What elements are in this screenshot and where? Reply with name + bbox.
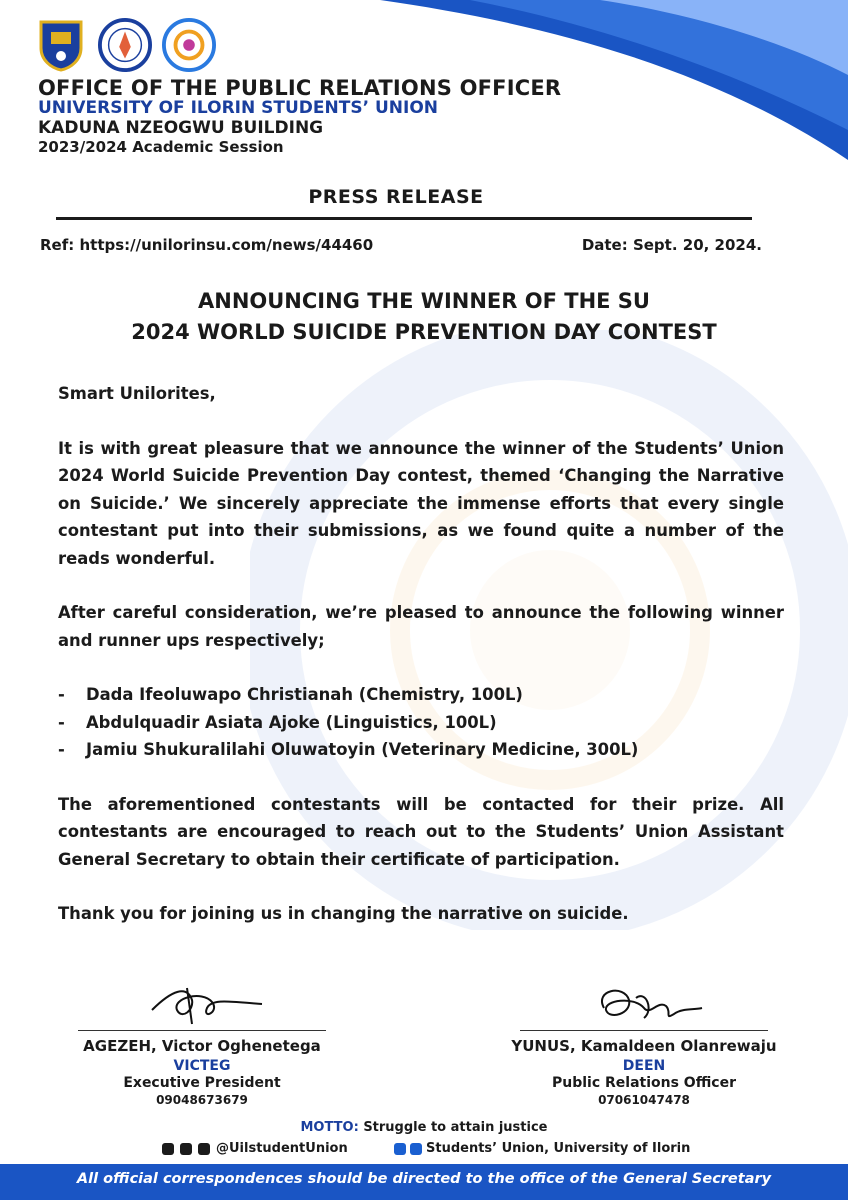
letter-body bbox=[58, 380, 784, 955]
winner-name: Dada Ifeoluwapo Christianah (Chemistry, 100L) bbox=[86, 685, 523, 704]
motto-text: Struggle to attain justice bbox=[363, 1120, 548, 1135]
divider bbox=[56, 217, 752, 220]
winners-list bbox=[58, 681, 784, 764]
students-union-logo-icon bbox=[98, 18, 152, 72]
salutation: Smart Unilorites, bbox=[58, 384, 216, 403]
facebook-icon[interactable] bbox=[394, 1143, 406, 1155]
signatory-name: YUNUS, Kamaldeen Olanrewaju bbox=[511, 1037, 777, 1055]
administration-logo-icon bbox=[162, 18, 216, 72]
signatory-phone: 09048673679 bbox=[156, 1093, 248, 1107]
motto bbox=[0, 1120, 848, 1135]
social-pages bbox=[394, 1141, 690, 1156]
dash-bullet-icon: - bbox=[58, 685, 65, 704]
reference-link[interactable]: Ref: https://unilorinsu.com/news/44460 bbox=[40, 236, 374, 254]
signatory-role: Executive President bbox=[123, 1075, 281, 1091]
signatory-president bbox=[52, 980, 352, 1107]
signatory-role: Public Relations Officer bbox=[551, 1075, 737, 1091]
social-handle[interactable]: @UilstudentUnion bbox=[216, 1141, 348, 1156]
list-item bbox=[58, 681, 784, 709]
signature-line bbox=[520, 1030, 768, 1031]
signatory-phone: 07061047478 bbox=[598, 1093, 690, 1107]
press-release-heading: PRESS RELEASE bbox=[308, 186, 484, 208]
union-name: UNIVERSITY OF ILORIN STUDENTS’ UNION bbox=[38, 98, 439, 118]
release-date: Date: Sept. 20, 2024. bbox=[581, 236, 762, 254]
list-item bbox=[58, 709, 784, 737]
signature-pro-icon bbox=[574, 980, 714, 1028]
signature-line bbox=[78, 1030, 326, 1031]
motto-label: MOTTO: bbox=[300, 1120, 359, 1135]
paragraph-contact: The aforementioned contestants will be contacted for their prize. All contestants are encouraged to reach out to the Students’ Union Assistant General Secretary to obtain their certificate of participation. bbox=[58, 794, 784, 869]
signatory-nickname: VICTEG bbox=[173, 1058, 231, 1074]
linkedin-icon[interactable] bbox=[410, 1143, 422, 1155]
list-item bbox=[58, 736, 784, 764]
footer-banner: All official correspondences should be directed to the office of the General Secretary bbox=[0, 1164, 848, 1200]
social-handles bbox=[162, 1141, 348, 1156]
winner-name: Abdulquadir Asiata Ajoke (Linguistics, 100L) bbox=[86, 712, 497, 732]
paragraph-announcement: After careful consideration, we’re pleased to announce the following winner and runner ups respectively; bbox=[58, 603, 784, 650]
title-line-1: ANNOUNCING THE WINNER OF THE SU bbox=[198, 289, 650, 313]
title-line-2: 2024 WORLD SUICIDE PREVENTION DAY CONTEST bbox=[131, 320, 717, 344]
signatory-pro bbox=[494, 980, 794, 1107]
office-title: OFFICE OF THE PUBLIC RELATIONS OFFICER bbox=[38, 76, 562, 100]
winner-name: Jamiu Shukuralilahi Oluwatoyin (Veterinary Medicine, 300L) bbox=[86, 740, 639, 759]
logo-row bbox=[34, 18, 216, 72]
dash-bullet-icon: - bbox=[58, 712, 65, 732]
university-crest-icon bbox=[34, 18, 88, 72]
paragraph-intro: It is with great pleasure that we announce the winner of the Students’ Union 2024 World Suicide Prevention Day contest, themed ‘Changing the Narrative on Suicide.’ We sincerely appreciate the immense efforts that every single contestant put into their submissions, as we found quite a number of the reads wonderful. bbox=[58, 438, 784, 568]
building-name: KADUNA NZEOGWU BUILDING bbox=[38, 118, 324, 138]
signature-president-icon bbox=[132, 980, 272, 1028]
announcement-title bbox=[40, 286, 808, 348]
academic-session: 2023/2024 Academic Session bbox=[38, 138, 284, 156]
closing-line: Thank you for joining us in changing the narrative on suicide. bbox=[58, 904, 629, 923]
dash-bullet-icon: - bbox=[58, 740, 65, 759]
signatory-name: AGEZEH, Victor Oghenetega bbox=[83, 1037, 321, 1055]
tiktok-icon[interactable] bbox=[162, 1143, 174, 1155]
signatory-nickname: DEEN bbox=[622, 1058, 666, 1074]
instagram-icon[interactable] bbox=[180, 1143, 192, 1155]
social-page-name[interactable]: Students’ Union, University of Ilorin bbox=[426, 1141, 691, 1156]
x-icon[interactable] bbox=[198, 1143, 210, 1155]
